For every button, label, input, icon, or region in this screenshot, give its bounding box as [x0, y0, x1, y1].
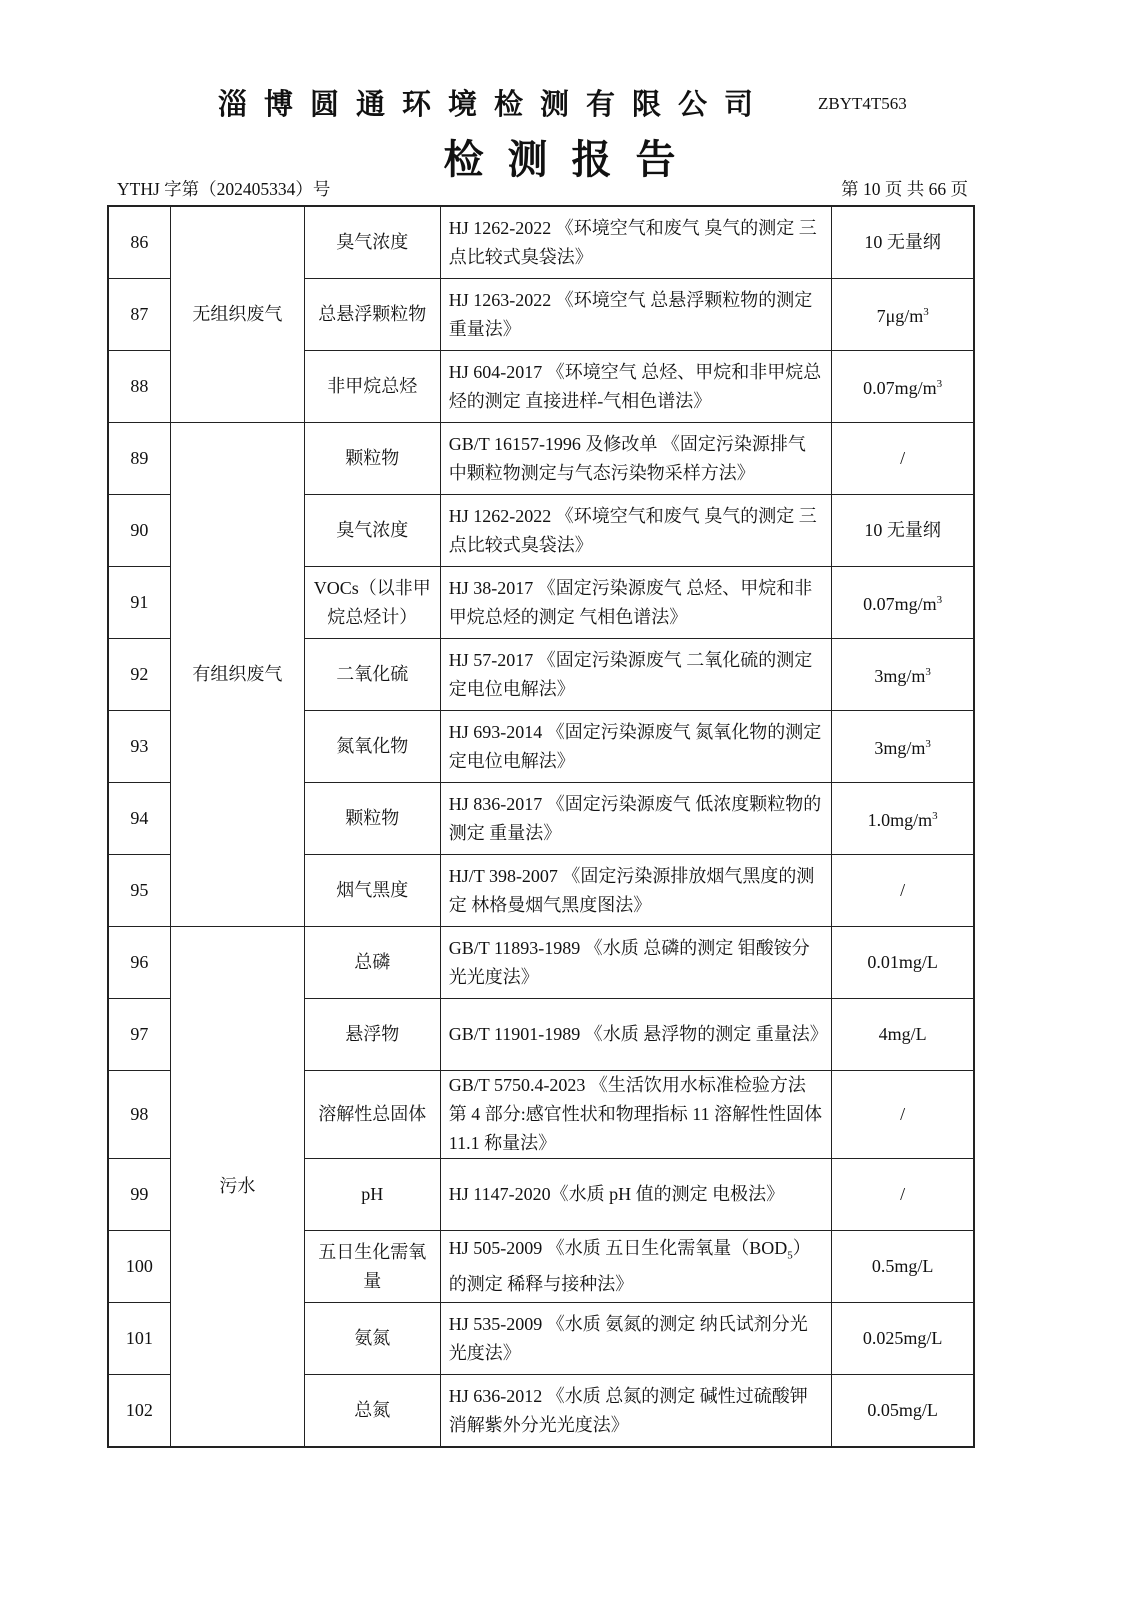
detection-limit — [832, 639, 974, 711]
item-name: 颗粒物 — [304, 783, 440, 855]
method-standard: HJ 636-2012 《水质 总氮的测定 碱性过硫酸钾消解紫外分光光度法》 — [440, 1375, 832, 1448]
method-standard: HJ/T 398-2007 《固定污染源排放烟气黑度的测定 林格曼烟气黑度图法》 — [440, 855, 832, 927]
method-standard: HJ 693-2014 《固定污染源废气 氮氧化物的测定 定电位电解法》 — [440, 711, 832, 783]
method-standard: HJ 1262-2022 《环境空气和废气 臭气的测定 三点比较式臭袋法》 — [440, 206, 832, 279]
detection-limit — [832, 711, 974, 783]
detection-limit: / — [832, 423, 974, 495]
limit-value: 3mg/m — [874, 666, 926, 686]
detection-limit: 0.05mg/L — [832, 1375, 974, 1448]
item-name: 氨氮 — [304, 1303, 440, 1375]
item-name: 溶解性总固体 — [304, 1071, 440, 1159]
page-total: 66 — [928, 179, 947, 199]
subscript: 5 — [787, 1249, 793, 1262]
detection-limit: 0.01mg/L — [832, 927, 974, 999]
row-number: 102 — [108, 1375, 170, 1448]
method-standard-text: HJ 505-2009 《水质 五日生化需氧量（BOD — [448, 1237, 788, 1258]
row-number: 88 — [108, 351, 170, 423]
detection-limit — [832, 783, 974, 855]
method-standard-text-end: ）的测定 稀释与接种法》 — [448, 1237, 811, 1295]
method-table — [107, 205, 975, 1448]
row-number: 95 — [108, 855, 170, 927]
method-standard: GB/T 5750.4-2023 《生活饮用水标准检验方法 第 4 部分:感官性状和物理指标 11 溶解性性固体 11.1 称量法》 — [440, 1071, 832, 1159]
limit-value: 7μg/m — [876, 306, 924, 326]
limit-exponent: 3 — [936, 594, 943, 606]
method-standard: HJ 38-2017 《固定污染源废气 总烃、甲烷和非甲烷总烃的测定 气相色谱法》 — [440, 567, 832, 639]
row-number: 93 — [108, 711, 170, 783]
limit-exponent: 3 — [932, 810, 938, 822]
method-standard: HJ 1263-2022 《环境空气 总悬浮颗粒物的测定 重量法》 — [440, 279, 832, 351]
method-standard: HJ 1262-2022 《环境空气和废气 臭气的测定 三点比较式臭袋法》 — [440, 495, 832, 567]
category-cell: 无组织废气 — [170, 206, 304, 423]
item-name: 氮氧化物 — [304, 711, 440, 783]
table-row — [108, 423, 974, 495]
method-standard: HJ 604-2017 《环境空气 总烃、甲烷和非甲烷总烃的测定 直接进样-气相色谱法》 — [440, 351, 832, 423]
row-number: 100 — [108, 1231, 170, 1303]
category-cell: 有组织废气 — [170, 423, 304, 927]
detection-limit — [832, 279, 974, 351]
row-number: 92 — [108, 639, 170, 711]
page-prefix: 第 — [841, 179, 859, 199]
page-indicator — [841, 176, 968, 201]
limit-exponent: 3 — [925, 666, 931, 678]
page-mid: 页 共 — [884, 179, 925, 199]
company-name: 淄博圆通环境检测有限公司 — [218, 89, 771, 121]
limit-exponent: 3 — [936, 378, 943, 390]
item-name: pH — [304, 1159, 440, 1231]
detection-limit — [832, 567, 974, 639]
item-name: 五日生化需氧量 — [304, 1231, 440, 1303]
row-number: 94 — [108, 783, 170, 855]
item-name: 二氧化硫 — [304, 639, 440, 711]
report-title: 检测报告 — [443, 137, 700, 182]
method-standard: HJ 57-2017 《固定污染源废气 二氧化硫的测定 定电位电解法》 — [440, 639, 832, 711]
item-name: 非甲烷总烃 — [304, 351, 440, 423]
detection-limit: 4mg/L — [832, 999, 974, 1071]
row-number: 91 — [108, 567, 170, 639]
detection-limit: / — [832, 855, 974, 927]
table-row — [108, 927, 974, 999]
method-standard: HJ 1147-2020《水质 pH 值的测定 电极法》 — [440, 1159, 832, 1231]
method-standard: HJ 836-2017 《固定污染源废气 低浓度颗粒物的测定 重量法》 — [440, 783, 832, 855]
table-row — [108, 206, 974, 279]
item-name: 总氮 — [304, 1375, 440, 1448]
item-name: 臭气浓度 — [304, 495, 440, 567]
limit-value: 0.07mg/m — [863, 594, 937, 614]
detection-limit — [832, 351, 974, 423]
row-number: 97 — [108, 999, 170, 1071]
item-name: 总悬浮颗粒物 — [304, 279, 440, 351]
report-number: YTHJ 字第（202405334）号 — [117, 179, 331, 199]
detection-limit: 10 无量纲 — [832, 206, 974, 279]
page-current: 10 — [863, 179, 881, 199]
category-cell: 污水 — [170, 927, 304, 1448]
item-name: 臭气浓度 — [304, 206, 440, 279]
row-number: 87 — [108, 279, 170, 351]
row-number: 99 — [108, 1159, 170, 1231]
detection-limit: 10 无量纲 — [832, 495, 974, 567]
detection-limit: 0.5mg/L — [832, 1231, 974, 1303]
item-name: 颗粒物 — [304, 423, 440, 495]
row-number: 96 — [108, 927, 170, 999]
detection-limit: / — [832, 1159, 974, 1231]
row-number: 86 — [108, 206, 170, 279]
detection-limit: 0.025mg/L — [832, 1303, 974, 1375]
row-number: 101 — [108, 1303, 170, 1375]
method-standard: GB/T 11893-1989 《水质 总磷的测定 钼酸铵分光光度法》 — [440, 927, 832, 999]
limit-value: 3mg/m — [874, 738, 926, 758]
limit-value: 0.07mg/m — [863, 378, 937, 398]
method-standard: HJ 535-2009 《水质 氨氮的测定 纳氏试剂分光光度法》 — [440, 1303, 832, 1375]
item-name: 烟气黑度 — [304, 855, 440, 927]
method-standard: GB/T 11901-1989 《水质 悬浮物的测定 重量法》 — [440, 999, 832, 1071]
method-standard: GB/T 16157-1996 及修改单 《固定污染源排气中颗粒物测定与气态污染物采样方法》 — [440, 423, 832, 495]
method-standard — [440, 1231, 832, 1303]
detection-limit: / — [832, 1071, 974, 1159]
limit-exponent: 3 — [925, 738, 931, 750]
row-number: 89 — [108, 423, 170, 495]
item-name: 悬浮物 — [304, 999, 440, 1071]
document-code: ZBYT4T563 — [818, 94, 907, 113]
row-number: 98 — [108, 1071, 170, 1159]
item-name: VOCs（以非甲烷总烃计） — [304, 567, 440, 639]
row-number: 90 — [108, 495, 170, 567]
page-suffix: 页 — [950, 179, 968, 199]
item-name: 总磷 — [304, 927, 440, 999]
limit-exponent: 3 — [923, 306, 929, 318]
limit-value: 1.0mg/m — [867, 810, 933, 830]
